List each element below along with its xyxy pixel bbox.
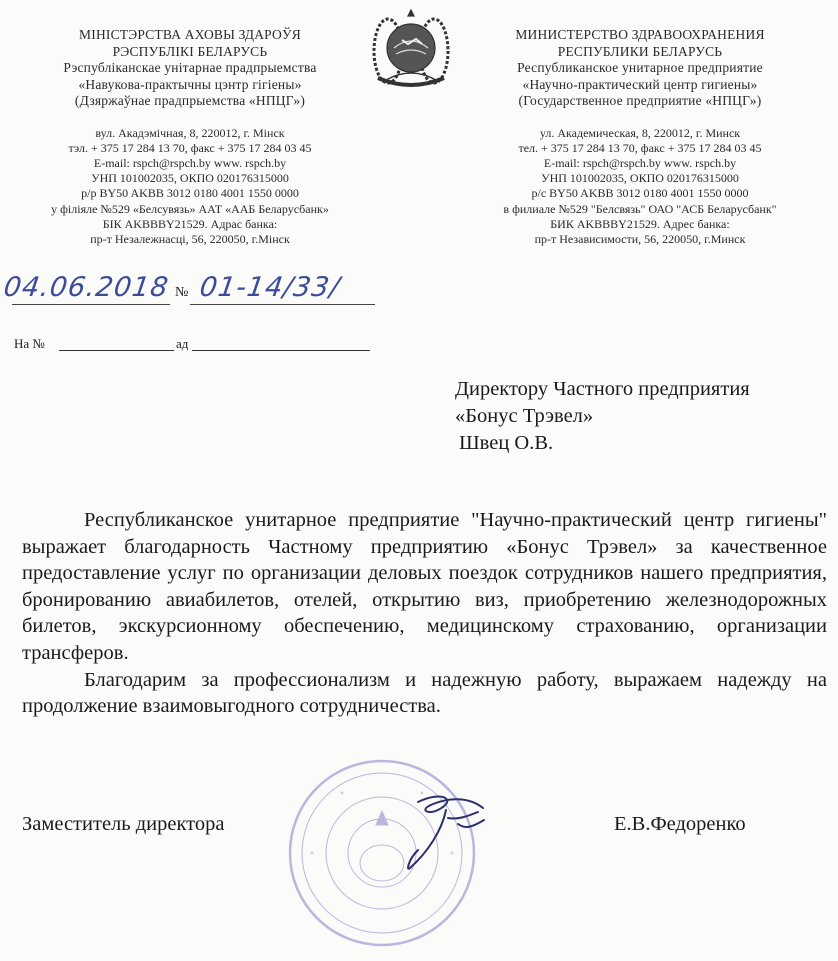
account-line: р/р BY50 AKBB 3012 0180 4001 1550 0000 [81, 186, 299, 201]
addressee-line: «Бонус Трэвел» [455, 405, 594, 427]
ministry-name-be: МІНІСТЭРСТВА АХОВЫ ЗДАРОЎЯ [79, 27, 301, 42]
account-line: р/с BY50 AKBB 3012 0180 4001 1550 0000 [531, 186, 749, 201]
org-type-be: Рэспубліканскае унітарнае прадпрыемства [63, 60, 317, 75]
org-short-ru: (Государственное предприятие «НПЦГ») [518, 93, 762, 108]
handwritten-number: 01-14/33/ [197, 272, 343, 303]
org-type-ru: Республиканское унитарное предприятие [517, 60, 763, 75]
body-paragraph: Республиканское унитарное предприятие "Научно-практический центр гигиены" выражает благодарность Частному предприятию «Бонус Трэвел» за качественное предоставление услуг по организации деловых поездок сотрудников нашего предприятия, бронированию авиабилетов, отелей, открытию виз, приобретению железнодорожных билетов, экскурсионному обеспечению, медицинскому страхованию, организации трансферов. [22, 509, 827, 664]
reference-line [14, 336, 374, 356]
handwritten-date: 04.06.2018 [1, 272, 171, 303]
republic-name-ru: РЕСПУБЛИКИ БЕЛАРУСЬ [557, 43, 723, 59]
bank-branch-line: в филиале №529 "Белсвязь" ОАО "АСБ Беларусбанк" [503, 201, 777, 216]
letterhead-right [455, 27, 825, 247]
addressee-block [455, 376, 750, 457]
handwritten-signature-icon [388, 790, 498, 880]
addressee-line: Швец О.В. [459, 432, 554, 454]
bik-line: БИК AKBBBY21529. Адрес банка: [550, 216, 730, 231]
bank-address-line: пр-т Независимости, 56, 220050, г.Минск [534, 231, 746, 246]
republic-name-be: РЭСПУБЛІКІ БЕЛАРУСЬ [112, 43, 268, 59]
email-line: E-mail: rspch@rspch.by www. rspch.by [543, 155, 737, 170]
org-name-ru: «Научно-практический центр гигиены» [522, 76, 758, 92]
address-line: вул. Акадэмічная, 8, 220012, г. Мінск [95, 125, 285, 140]
reference-label: На № [14, 336, 45, 351]
signer-name: Е.В.Федоренко [614, 813, 746, 835]
tax-id-line: УНП 101002035, ОКПО 020176315000 [91, 171, 289, 186]
tax-id-line: УНП 101002035, ОКПО 020176315000 [541, 171, 739, 186]
bank-branch-line: у філіяле №529 «Белсувязь» ААТ «ААБ Беларусбанк» [51, 201, 329, 216]
phone-line: тел. + 375 17 284 13 70, факс + 375 17 284 03 45 [518, 140, 762, 155]
letterhead-left [10, 27, 370, 247]
bank-address-line: пр-т Незалежнасці, 56, 220050, г.Мінск [90, 231, 290, 246]
bik-line: БІК AKBBBY21529. Адрас банка: [102, 216, 278, 231]
state-emblem-icon [368, 6, 454, 92]
ministry-name-ru: МИНИСТЕРСТВО ЗДРАВООХРАНЕНИЯ [515, 27, 765, 42]
phone-line: тэл. + 375 17 284 13 70, факс + 375 17 284 03 45 [68, 140, 312, 155]
registration-line [0, 270, 400, 310]
address-line: ул. Академическая, 8, 220012, г. Минск [539, 125, 741, 140]
reference-from-label: ад [176, 336, 189, 351]
email-line: E-mail: rspch@rspch.by www. rspch.by [93, 155, 287, 170]
org-short-be: (Дзяржаўнае прадпрыемства «НПЦГ») [74, 93, 306, 108]
org-name-be: «Навукова-практычны цэнтр гігіены» [78, 76, 302, 92]
number-sign: № [175, 285, 189, 300]
body-paragraph: Благодарим за профессионализм и надежную работу, выражаем надежду на продолжение взаимовыгодного сотрудничества. [22, 668, 827, 718]
letter-body [22, 507, 827, 720]
addressee-line: Директору Частного предприятия [455, 378, 750, 400]
signer-title: Заместитель директора [22, 813, 225, 835]
